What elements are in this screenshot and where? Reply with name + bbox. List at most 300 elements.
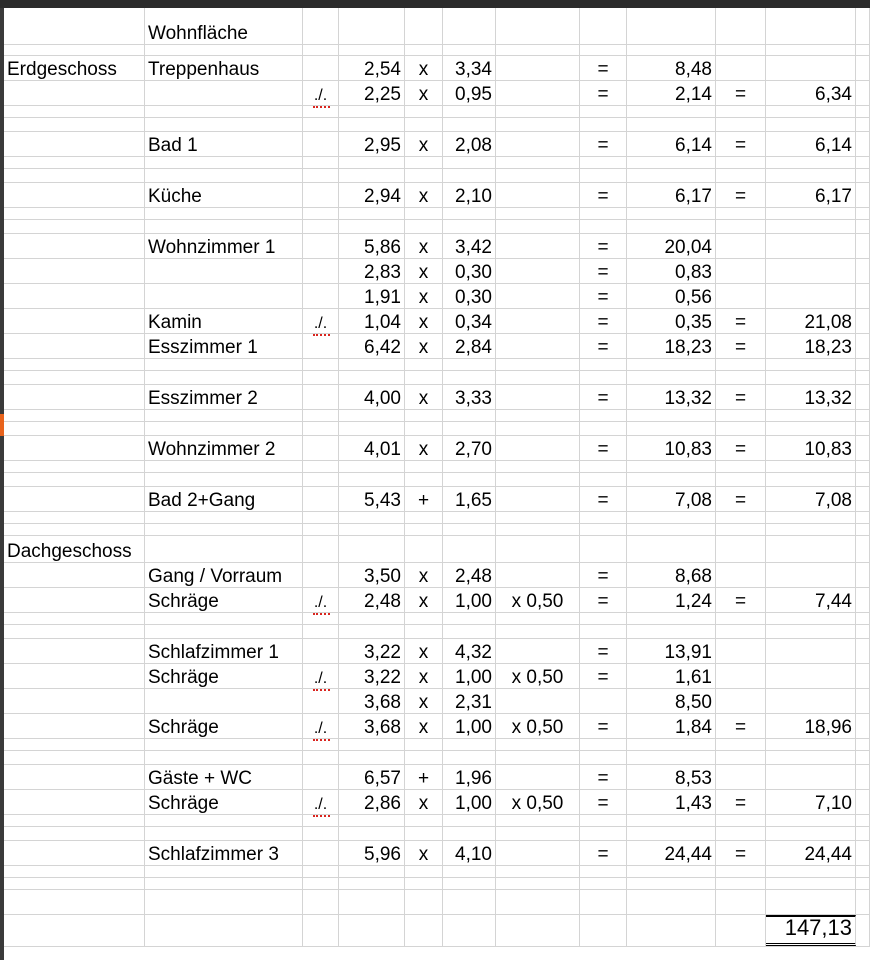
cell-r14-c4[interactable]: [405, 284, 443, 308]
cell-r39-c2[interactable]: [303, 765, 339, 789]
cell-r37-c9[interactable]: [716, 739, 766, 750]
cell-r10-c0[interactable]: [4, 208, 145, 219]
cell-r2-c0[interactable]: [4, 56, 145, 80]
cell-r16-c2[interactable]: [303, 334, 339, 358]
cell-r44-c0[interactable]: [4, 866, 145, 877]
cell-r47-c2[interactable]: [303, 915, 339, 946]
cell-r25-c2[interactable]: [303, 487, 339, 511]
cell-r42-c11[interactable]: [856, 827, 870, 840]
cell-r1-c9[interactable]: [716, 45, 766, 55]
cell-r30-c9[interactable]: [716, 588, 766, 612]
cell-r14-c7[interactable]: [580, 284, 627, 308]
cell-r45-c10[interactable]: [766, 878, 856, 889]
cell-r47-c1[interactable]: [145, 915, 303, 946]
cell-r23-c2[interactable]: [303, 461, 339, 472]
cell-r35-c11[interactable]: [856, 689, 870, 713]
cell-r18-c1[interactable]: [145, 371, 303, 384]
cell-r24-c4[interactable]: [405, 473, 443, 486]
cell-r21-c7[interactable]: [580, 422, 627, 435]
cell-r12-c2[interactable]: [303, 234, 339, 258]
cell-r44-c1[interactable]: [145, 866, 303, 877]
cell-r35-c7[interactable]: [580, 689, 627, 713]
cell-r10-c9[interactable]: [716, 208, 766, 219]
cell-r10-c4[interactable]: [405, 208, 443, 219]
cell-r42-c9[interactable]: [716, 827, 766, 840]
cell-r17-c7[interactable]: [580, 359, 627, 370]
cell-r15-c11[interactable]: [856, 309, 870, 333]
cell-r17-c1[interactable]: [145, 359, 303, 370]
cell-r35-c10[interactable]: [766, 689, 856, 713]
cell-r11-c0[interactable]: [4, 220, 145, 233]
cell-r36-c3[interactable]: [339, 714, 405, 738]
cell-r27-c2[interactable]: [303, 524, 339, 535]
cell-r38-c2[interactable]: [303, 751, 339, 764]
cell-r24-c0[interactable]: [4, 473, 145, 486]
cell-r10-c1[interactable]: [145, 208, 303, 219]
cell-r39-c10[interactable]: [766, 765, 856, 789]
cell-r10-c11[interactable]: [856, 208, 870, 219]
cell-r29-c7[interactable]: [580, 563, 627, 587]
cell-r2-c5[interactable]: [443, 56, 496, 80]
cell-r7-c8[interactable]: [627, 157, 716, 168]
cell-r3-c7[interactable]: [580, 81, 627, 105]
cell-r32-c7[interactable]: [580, 625, 627, 638]
cell-r38-c9[interactable]: [716, 751, 766, 764]
cell-r9-c2[interactable]: [303, 183, 339, 207]
cell-r20-c2[interactable]: [303, 410, 339, 421]
cell-r18-c8[interactable]: [627, 371, 716, 384]
cell-r4-c0[interactable]: [4, 106, 145, 117]
cell-r8-c11[interactable]: [856, 169, 870, 182]
cell-r38-c7[interactable]: [580, 751, 627, 764]
cell-r32-c5[interactable]: [443, 625, 496, 638]
cell-r45-c8[interactable]: [627, 878, 716, 889]
cell-r6-c6[interactable]: [496, 132, 580, 156]
cell-r11-c9[interactable]: [716, 220, 766, 233]
cell-r3-c3[interactable]: [339, 81, 405, 105]
cell-r20-c7[interactable]: [580, 410, 627, 421]
cell-r1-c0[interactable]: [4, 45, 145, 55]
cell-r34-c8[interactable]: [627, 664, 716, 688]
cell-r27-c0[interactable]: [4, 524, 145, 535]
cell-r33-c9[interactable]: [716, 639, 766, 663]
cell-r32-c4[interactable]: [405, 625, 443, 638]
cell-r13-c3[interactable]: [339, 259, 405, 283]
cell-r39-c7[interactable]: [580, 765, 627, 789]
cell-r21-c0[interactable]: [4, 422, 145, 435]
cell-r14-c9[interactable]: [716, 284, 766, 308]
cell-r13-c11[interactable]: [856, 259, 870, 283]
cell-r1-c2[interactable]: [303, 45, 339, 55]
cell-r6-c8[interactable]: [627, 132, 716, 156]
cell-r46-c5[interactable]: [443, 890, 496, 914]
cell-r15-c5[interactable]: [443, 309, 496, 333]
cell-r45-c7[interactable]: [580, 878, 627, 889]
cell-r2-c2[interactable]: [303, 56, 339, 80]
cell-r9-c11[interactable]: [856, 183, 870, 207]
cell-r27-c10[interactable]: [766, 524, 856, 535]
cell-r46-c7[interactable]: [580, 890, 627, 914]
cell-r30-c6[interactable]: [496, 588, 580, 612]
cell-r47-c3[interactable]: [339, 915, 405, 946]
cell-r47-c6[interactable]: [496, 915, 580, 946]
cell-r2-c4[interactable]: [405, 56, 443, 80]
cell-r26-c2[interactable]: [303, 512, 339, 523]
cell-r24-c1[interactable]: [145, 473, 303, 486]
cell-r28-c2[interactable]: [303, 536, 339, 562]
cell-r30-c10[interactable]: [766, 588, 856, 612]
cell-r10-c2[interactable]: [303, 208, 339, 219]
cell-r42-c3[interactable]: [339, 827, 405, 840]
cell-r5-c1[interactable]: [145, 118, 303, 131]
cell-r7-c11[interactable]: [856, 157, 870, 168]
cell-r42-c10[interactable]: [766, 827, 856, 840]
cell-r15-c9[interactable]: [716, 309, 766, 333]
cell-r40-c2[interactable]: [303, 790, 339, 814]
cell-r0-c8[interactable]: [627, 8, 716, 44]
cell-r36-c9[interactable]: [716, 714, 766, 738]
cell-r43-c8[interactable]: [627, 841, 716, 865]
cell-r46-c9[interactable]: [716, 890, 766, 914]
cell-r29-c4[interactable]: [405, 563, 443, 587]
cell-r30-c8[interactable]: [627, 588, 716, 612]
cell-r32-c3[interactable]: [339, 625, 405, 638]
cell-r25-c5[interactable]: [443, 487, 496, 511]
cell-r41-c6[interactable]: [496, 815, 580, 826]
cell-r45-c0[interactable]: [4, 878, 145, 889]
cell-r10-c7[interactable]: [580, 208, 627, 219]
cell-r25-c4[interactable]: [405, 487, 443, 511]
cell-r35-c5[interactable]: [443, 689, 496, 713]
cell-r45-c4[interactable]: [405, 878, 443, 889]
cell-r11-c6[interactable]: [496, 220, 580, 233]
cell-r43-c9[interactable]: [716, 841, 766, 865]
cell-r2-c6[interactable]: [496, 56, 580, 80]
cell-r21-c10[interactable]: [766, 422, 856, 435]
cell-r23-c7[interactable]: [580, 461, 627, 472]
cell-r6-c2[interactable]: [303, 132, 339, 156]
cell-r47-c9[interactable]: [716, 915, 766, 946]
cell-r26-c3[interactable]: [339, 512, 405, 523]
cell-r8-c0[interactable]: [4, 169, 145, 182]
cell-r39-c5[interactable]: [443, 765, 496, 789]
cell-r25-c10[interactable]: [766, 487, 856, 511]
cell-r44-c6[interactable]: [496, 866, 580, 877]
cell-r8-c4[interactable]: [405, 169, 443, 182]
cell-r31-c4[interactable]: [405, 613, 443, 624]
cell-r43-c11[interactable]: [856, 841, 870, 865]
cell-r4-c11[interactable]: [856, 106, 870, 117]
cell-r12-c4[interactable]: [405, 234, 443, 258]
cell-r29-c2[interactable]: [303, 563, 339, 587]
cell-r9-c0[interactable]: [4, 183, 145, 207]
cell-r2-c10[interactable]: [766, 56, 856, 80]
cell-r22-c5[interactable]: [443, 436, 496, 460]
cell-r4-c4[interactable]: [405, 106, 443, 117]
cell-r39-c6[interactable]: [496, 765, 580, 789]
cell-r20-c9[interactable]: [716, 410, 766, 421]
cell-r25-c3[interactable]: [339, 487, 405, 511]
cell-r31-c8[interactable]: [627, 613, 716, 624]
cell-r16-c3[interactable]: [339, 334, 405, 358]
cell-r38-c1[interactable]: [145, 751, 303, 764]
cell-r45-c2[interactable]: [303, 878, 339, 889]
cell-r34-c10[interactable]: [766, 664, 856, 688]
cell-r27-c11[interactable]: [856, 524, 870, 535]
cell-r9-c6[interactable]: [496, 183, 580, 207]
cell-r31-c2[interactable]: [303, 613, 339, 624]
cell-r40-c3[interactable]: [339, 790, 405, 814]
cell-r47-c4[interactable]: [405, 915, 443, 946]
cell-r18-c9[interactable]: [716, 371, 766, 384]
cell-r3-c2[interactable]: [303, 81, 339, 105]
cell-r40-c10[interactable]: [766, 790, 856, 814]
cell-r5-c9[interactable]: [716, 118, 766, 131]
cell-r0-c2[interactable]: [303, 8, 339, 44]
cell-r12-c1[interactable]: [145, 234, 303, 258]
cell-r46-c11[interactable]: [856, 890, 870, 914]
cell-r11-c8[interactable]: [627, 220, 716, 233]
cell-r6-c9[interactable]: [716, 132, 766, 156]
cell-r40-c5[interactable]: [443, 790, 496, 814]
cell-r46-c4[interactable]: [405, 890, 443, 914]
cell-r24-c5[interactable]: [443, 473, 496, 486]
cell-r9-c7[interactable]: [580, 183, 627, 207]
cell-r37-c2[interactable]: [303, 739, 339, 750]
cell-r0-c3[interactable]: [339, 8, 405, 44]
cell-r24-c11[interactable]: [856, 473, 870, 486]
cell-r39-c1[interactable]: [145, 765, 303, 789]
cell-r6-c11[interactable]: [856, 132, 870, 156]
cell-r29-c0[interactable]: [4, 563, 145, 587]
cell-r18-c5[interactable]: [443, 371, 496, 384]
cell-r41-c7[interactable]: [580, 815, 627, 826]
cell-r26-c1[interactable]: [145, 512, 303, 523]
cell-r19-c0[interactable]: [4, 385, 145, 409]
cell-r5-c5[interactable]: [443, 118, 496, 131]
cell-r12-c7[interactable]: [580, 234, 627, 258]
cell-r16-c1[interactable]: [145, 334, 303, 358]
cell-r41-c11[interactable]: [856, 815, 870, 826]
cell-r21-c11[interactable]: [856, 422, 870, 435]
cell-r45-c3[interactable]: [339, 878, 405, 889]
cell-r12-c0[interactable]: [4, 234, 145, 258]
cell-r13-c5[interactable]: [443, 259, 496, 283]
cell-r41-c2[interactable]: [303, 815, 339, 826]
cell-r40-c6[interactable]: [496, 790, 580, 814]
cell-r27-c4[interactable]: [405, 524, 443, 535]
cell-r32-c10[interactable]: [766, 625, 856, 638]
cell-r45-c6[interactable]: [496, 878, 580, 889]
cell-r11-c7[interactable]: [580, 220, 627, 233]
cell-r37-c4[interactable]: [405, 739, 443, 750]
cell-r18-c6[interactable]: [496, 371, 580, 384]
cell-r0-c11[interactable]: [856, 8, 870, 44]
cell-r17-c10[interactable]: [766, 359, 856, 370]
cell-r4-c1[interactable]: [145, 106, 303, 117]
cell-r29-c9[interactable]: [716, 563, 766, 587]
cell-r35-c4[interactable]: [405, 689, 443, 713]
cell-r22-c0[interactable]: [4, 436, 145, 460]
cell-r20-c11[interactable]: [856, 410, 870, 421]
cell-r44-c11[interactable]: [856, 866, 870, 877]
cell-r7-c6[interactable]: [496, 157, 580, 168]
cell-r28-c1[interactable]: [145, 536, 303, 562]
cell-r0-c10[interactable]: [766, 8, 856, 44]
cell-r1-c1[interactable]: [145, 45, 303, 55]
cell-r45-c9[interactable]: [716, 878, 766, 889]
cell-r12-c6[interactable]: [496, 234, 580, 258]
cell-r31-c9[interactable]: [716, 613, 766, 624]
cell-r34-c3[interactable]: [339, 664, 405, 688]
cell-r29-c11[interactable]: [856, 563, 870, 587]
cell-r7-c7[interactable]: [580, 157, 627, 168]
cell-r33-c3[interactable]: [339, 639, 405, 663]
cell-r0-c7[interactable]: [580, 8, 627, 44]
cell-r8-c7[interactable]: [580, 169, 627, 182]
cell-r27-c7[interactable]: [580, 524, 627, 535]
cell-r32-c6[interactable]: [496, 625, 580, 638]
cell-r37-c0[interactable]: [4, 739, 145, 750]
cell-r13-c7[interactable]: [580, 259, 627, 283]
cell-r3-c8[interactable]: [627, 81, 716, 105]
cell-r10-c8[interactable]: [627, 208, 716, 219]
cell-r38-c0[interactable]: [4, 751, 145, 764]
cell-r4-c6[interactable]: [496, 106, 580, 117]
cell-r1-c11[interactable]: [856, 45, 870, 55]
cell-r10-c10[interactable]: [766, 208, 856, 219]
cell-r0-c6[interactable]: [496, 8, 580, 44]
cell-r11-c1[interactable]: [145, 220, 303, 233]
cell-r37-c7[interactable]: [580, 739, 627, 750]
cell-r9-c3[interactable]: [339, 183, 405, 207]
cell-r34-c4[interactable]: [405, 664, 443, 688]
cell-r35-c8[interactable]: [627, 689, 716, 713]
cell-r14-c8[interactable]: [627, 284, 716, 308]
cell-r16-c11[interactable]: [856, 334, 870, 358]
cell-r28-c10[interactable]: [766, 536, 856, 562]
cell-r44-c10[interactable]: [766, 866, 856, 877]
cell-r26-c10[interactable]: [766, 512, 856, 523]
cell-r11-c4[interactable]: [405, 220, 443, 233]
cell-r40-c7[interactable]: [580, 790, 627, 814]
cell-r8-c2[interactable]: [303, 169, 339, 182]
cell-r12-c5[interactable]: [443, 234, 496, 258]
cell-r21-c6[interactable]: [496, 422, 580, 435]
cell-r17-c9[interactable]: [716, 359, 766, 370]
cell-r35-c1[interactable]: [145, 689, 303, 713]
cell-r15-c6[interactable]: [496, 309, 580, 333]
cell-r32-c11[interactable]: [856, 625, 870, 638]
cell-r9-c5[interactable]: [443, 183, 496, 207]
cell-r9-c1[interactable]: [145, 183, 303, 207]
cell-r38-c6[interactable]: [496, 751, 580, 764]
cell-r21-c4[interactable]: [405, 422, 443, 435]
cell-r23-c5[interactable]: [443, 461, 496, 472]
cell-r3-c10[interactable]: [766, 81, 856, 105]
cell-r13-c6[interactable]: [496, 259, 580, 283]
cell-r34-c6[interactable]: [496, 664, 580, 688]
cell-r17-c6[interactable]: [496, 359, 580, 370]
cell-r19-c6[interactable]: [496, 385, 580, 409]
cell-r23-c3[interactable]: [339, 461, 405, 472]
cell-r11-c5[interactable]: [443, 220, 496, 233]
cell-r22-c7[interactable]: [580, 436, 627, 460]
cell-r37-c6[interactable]: [496, 739, 580, 750]
cell-r24-c10[interactable]: [766, 473, 856, 486]
cell-r30-c2[interactable]: [303, 588, 339, 612]
cell-r43-c3[interactable]: [339, 841, 405, 865]
cell-r36-c11[interactable]: [856, 714, 870, 738]
cell-r13-c1[interactable]: [145, 259, 303, 283]
cell-r10-c6[interactable]: [496, 208, 580, 219]
cell-r12-c9[interactable]: [716, 234, 766, 258]
cell-r1-c4[interactable]: [405, 45, 443, 55]
cell-r5-c8[interactable]: [627, 118, 716, 131]
cell-r16-c10[interactable]: [766, 334, 856, 358]
cell-r44-c7[interactable]: [580, 866, 627, 877]
cell-r34-c2[interactable]: [303, 664, 339, 688]
cell-r1-c3[interactable]: [339, 45, 405, 55]
cell-r15-c0[interactable]: [4, 309, 145, 333]
cell-r27-c6[interactable]: [496, 524, 580, 535]
cell-r19-c10[interactable]: [766, 385, 856, 409]
cell-r27-c3[interactable]: [339, 524, 405, 535]
cell-r18-c10[interactable]: [766, 371, 856, 384]
cell-r19-c7[interactable]: [580, 385, 627, 409]
cell-r44-c3[interactable]: [339, 866, 405, 877]
cell-r45-c1[interactable]: [145, 878, 303, 889]
cell-r24-c8[interactable]: [627, 473, 716, 486]
cell-r43-c5[interactable]: [443, 841, 496, 865]
cell-r26-c11[interactable]: [856, 512, 870, 523]
cell-r7-c1[interactable]: [145, 157, 303, 168]
cell-r15-c1[interactable]: [145, 309, 303, 333]
cell-r28-c4[interactable]: [405, 536, 443, 562]
cell-r5-c0[interactable]: [4, 118, 145, 131]
cell-r26-c5[interactable]: [443, 512, 496, 523]
cell-r5-c6[interactable]: [496, 118, 580, 131]
cell-r27-c8[interactable]: [627, 524, 716, 535]
cell-r28-c6[interactable]: [496, 536, 580, 562]
cell-r19-c4[interactable]: [405, 385, 443, 409]
cell-r17-c4[interactable]: [405, 359, 443, 370]
cell-r41-c0[interactable]: [4, 815, 145, 826]
cell-r2-c3[interactable]: [339, 56, 405, 80]
cell-r22-c4[interactable]: [405, 436, 443, 460]
cell-r37-c10[interactable]: [766, 739, 856, 750]
cell-r16-c6[interactable]: [496, 334, 580, 358]
cell-r5-c3[interactable]: [339, 118, 405, 131]
cell-r15-c2[interactable]: [303, 309, 339, 333]
cell-r6-c7[interactable]: [580, 132, 627, 156]
cell-r39-c8[interactable]: [627, 765, 716, 789]
cell-r35-c6[interactable]: [496, 689, 580, 713]
cell-r7-c10[interactable]: [766, 157, 856, 168]
cell-r23-c6[interactable]: [496, 461, 580, 472]
cell-r41-c4[interactable]: [405, 815, 443, 826]
cell-r42-c1[interactable]: [145, 827, 303, 840]
cell-r27-c5[interactable]: [443, 524, 496, 535]
cell-r3-c9[interactable]: [716, 81, 766, 105]
cell-r25-c11[interactable]: [856, 487, 870, 511]
cell-r44-c5[interactable]: [443, 866, 496, 877]
cell-r40-c4[interactable]: [405, 790, 443, 814]
cell-r40-c1[interactable]: [145, 790, 303, 814]
cell-r34-c5[interactable]: [443, 664, 496, 688]
cell-r41-c10[interactable]: [766, 815, 856, 826]
cell-r26-c6[interactable]: [496, 512, 580, 523]
